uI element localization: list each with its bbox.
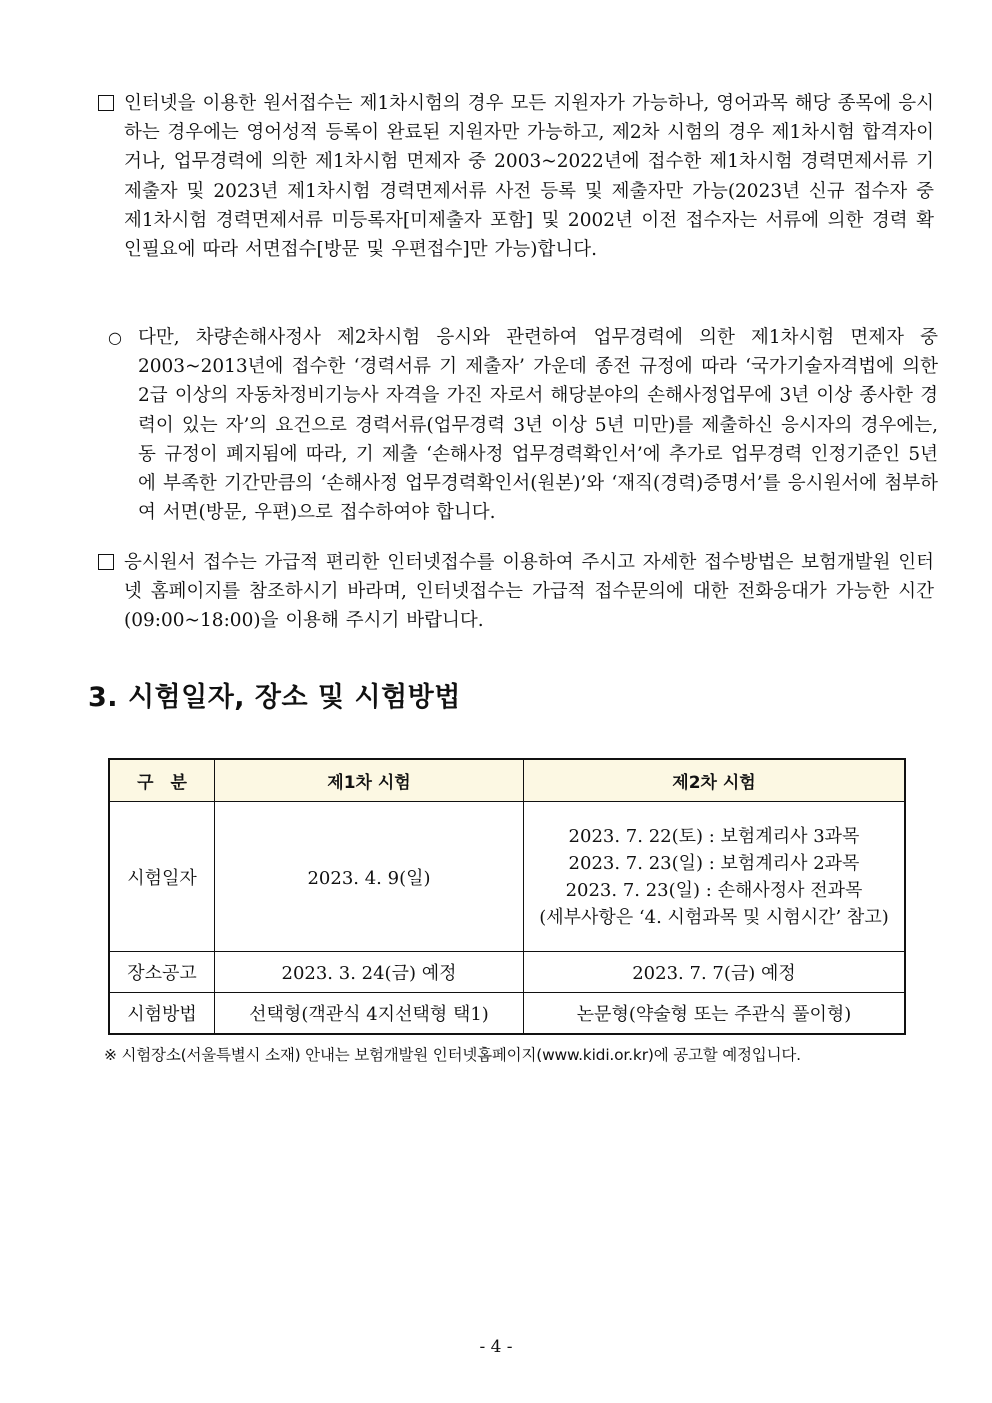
checkbox-bullet-icon — [98, 95, 114, 111]
first-exam-method: 선택형(객관식 4지선택형 택1) — [215, 993, 524, 1035]
paragraph-vehicle-adjuster-note — [108, 323, 938, 527]
table-header-first-exam: 제1차 시험 — [215, 759, 524, 802]
paragraph-text: 인터넷을 이용한 원서접수는 제1차시험의 경우 모든 지원자가 가능하나, 영어과목 해당 종목에 응시하는 경우에는 영어성적 등록이 완료된 지원자만 가능하고, 제2차 시험의 경우 제1차시험 합격자이거나, 업무경력에 의한 제1차시험 면제자 중 2003~2022년에 접수한 제1차시험 경력면제서류 기 제출자 및 2023년 제1차시험 경력면제서류 사전 등록 및 제출자만 가능(2023년 신규 접수자 중 제1차시험 경력면제서류 미등록자[미제출자 포함] 및 2002년 이전 접수자는 서류에 의한 경력 확인필요에 따라 서면접수[방문 및 우편접수]만 가능)합니다. — [124, 93, 934, 261]
table-row — [109, 993, 905, 1035]
page-number: - 4 - — [479, 1337, 513, 1357]
first-exam-date: 2023. 4. 9(일) — [215, 802, 524, 952]
paragraph-internet-recommendation — [98, 548, 934, 636]
paragraph-text: 다만, 차량손해사정사 제2차시험 응시와 관련하여 업무경력에 의한 제1차시험 면제자 중 2003~2013년에 접수한 ‘경력서류 기 제출자’ 가운데 종전 규정에 따라 ‘국가기술자격법에 의한 2급 이상의 자동차정비기능사 자격을 가진 자로서 해당분야의 손해사정업무에 3년 이상 종사한 경력이 있는 자’의 요건으로 경력서류(업무경력 3년 이상 5년 미만)를 제출하신 응시자의 경우에는, 동 규정이 폐지됨에 따라, 기 제출 ‘손해사정 업무경력확인서’에 추가로 업무경력 인정기준인 5년에 부족한 기간만큼의 ‘손해사정 업무경력확인서(원본)’와 ‘재직(경력)증명서’를 응시원서에 첨부하여 서면(방문, 우편)으로 접수하여야 합니다. — [138, 327, 938, 524]
section-heading: 3. 시험일자, 장소 및 시험방법 — [88, 682, 461, 713]
exam-schedule-table — [108, 758, 906, 1035]
table-header-row — [109, 759, 905, 802]
row-label: 시험방법 — [109, 993, 215, 1035]
second-exam-dates — [524, 802, 906, 952]
table-header-category: 구 분 — [109, 759, 215, 802]
first-exam-venue-notice: 2023. 3. 24(금) 예정 — [215, 952, 524, 993]
second-exam-date-line: 2023. 7. 23(일) : 손해사정사 전과목 — [565, 879, 863, 901]
venue-footnote: ※ 시험장소(서울특별시 소재) 안내는 보험개발원 인터넷홈페이지(www.kidi.or.kr)에 공고할 예정입니다. — [104, 1046, 801, 1064]
checkbox-bullet-icon — [98, 554, 114, 570]
table-row — [109, 952, 905, 993]
second-exam-date-line: 2023. 7. 22(토) : 보험계리사 3과목 — [568, 825, 860, 847]
circle-bullet-icon: ○ — [108, 328, 122, 347]
table-row — [109, 802, 905, 952]
row-label: 장소공고 — [109, 952, 215, 993]
second-exam-venue-notice: 2023. 7. 7(금) 예정 — [524, 952, 906, 993]
paragraph-text: 응시원서 접수는 가급적 편리한 인터넷접수를 이용하여 주시고 자세한 접수방법은 보험개발원 인터넷 홈페이지를 참조하시기 바라며, 인터넷접수는 가급적 접수문의에 대한 전화응대가 가능한 시간(09:00~18:00)을 이용해 주시기 바랍니다. — [124, 552, 934, 632]
row-label: 시험일자 — [109, 802, 215, 952]
second-exam-date-line: 2023. 7. 23(일) : 보험계리사 2과목 — [568, 852, 860, 874]
paragraph-online-application — [98, 89, 934, 264]
second-exam-reference: (세부사항은 ‘4. 시험과목 및 시험시간’ 참고) — [539, 906, 889, 928]
second-exam-method: 논문형(약술형 또는 주관식 풀이형) — [524, 993, 906, 1035]
table-header-second-exam: 제2차 시험 — [524, 759, 906, 802]
